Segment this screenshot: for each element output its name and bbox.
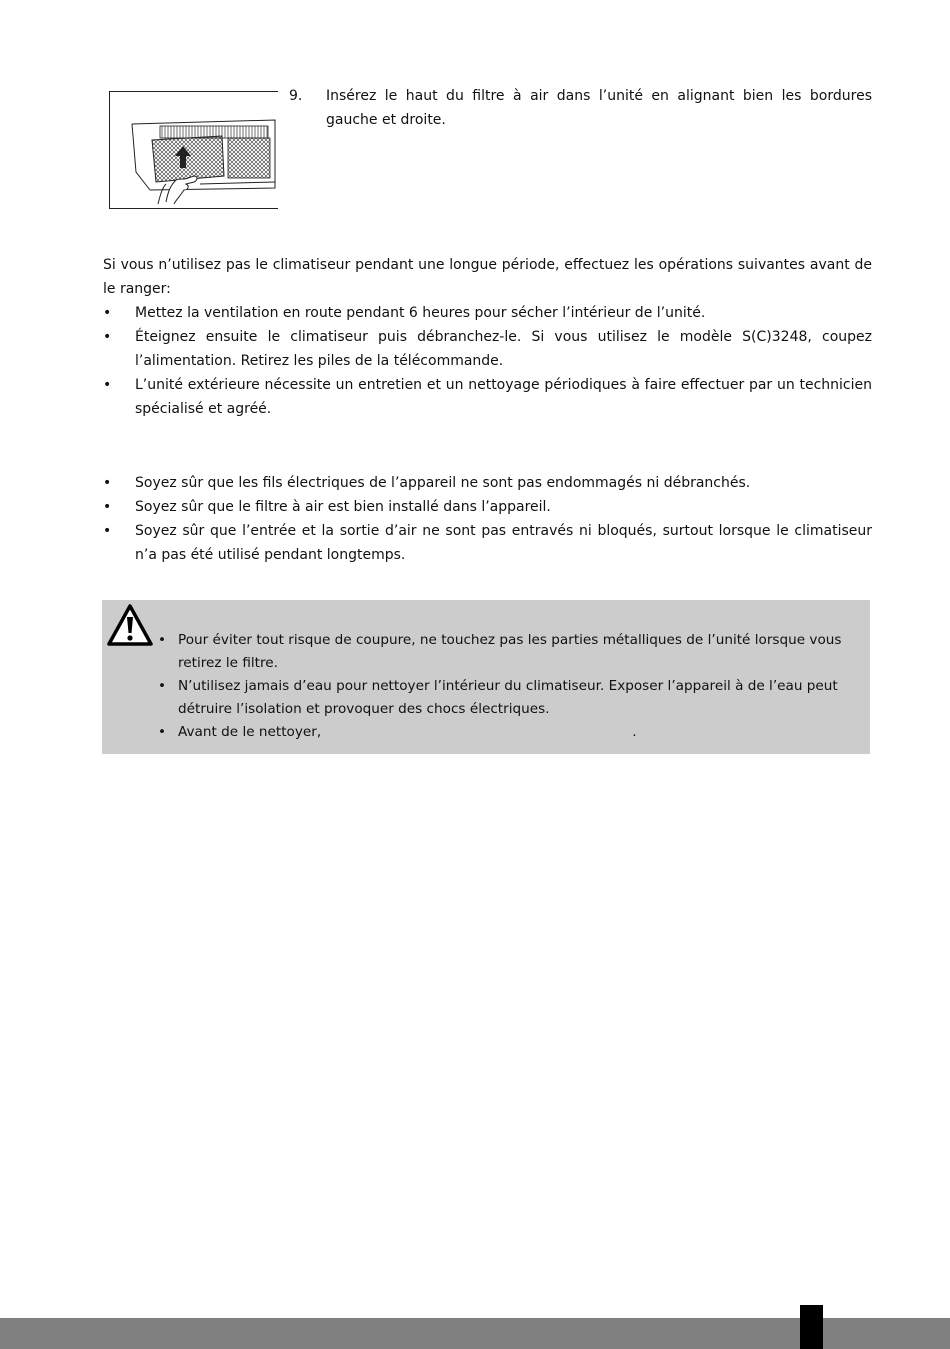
filter-illustration: [109, 91, 278, 209]
list-item: • Pour éviter tout risque de coupure, ne touchez pas les parties métalliques de l’unité lorsque vous retirez le filtre.: [158, 629, 848, 675]
bullet: •: [103, 377, 112, 393]
list-item: • L’unité extérieure nécessite un entretien et un nettoyage périodiques à faire effectuer par un technicien spécialisé et agréé.: [103, 373, 872, 421]
bullet: •: [103, 475, 112, 491]
warning-triangle-icon: [107, 603, 153, 647]
step-text: Insérez le haut du filtre à air dans l’unité en alignant bien les bordures gauche et droite.: [326, 88, 872, 128]
list-item: • Mettez la ventilation en route pendant 6 heures pour sécher l’intérieur de l’unité.: [103, 301, 872, 325]
storage-intro: Si vous n’utilisez pas le climatiseur pendant une longue période, effectuez les opérations suivantes avant de le ranger:: [103, 257, 872, 297]
bullet: •: [103, 499, 112, 515]
list-item: • Soyez sûr que l’entrée et la sortie d’air ne sont pas entravés ni bloqués, surtout lorsque le climatiseur n’a pas été utilisé pendant longtemps.: [103, 519, 872, 567]
list-item: • Avant de le nettoyer, .: [158, 721, 848, 744]
filter-insertion-drawing: [110, 92, 278, 208]
bullet: •: [158, 678, 167, 694]
bullet: •: [103, 305, 112, 321]
checks-list: [103, 471, 872, 567]
storage-list: [103, 301, 872, 421]
list-item: • Éteignez ensuite le climatiseur puis débranchez-le. Si vous utilisez le modèle S(C)3248, coupez l’alimentation. Retirez les piles de la télécommande.: [103, 325, 872, 373]
bullet: •: [103, 523, 112, 539]
list-item: • Soyez sûr que le filtre à air est bien installé dans l’appareil.: [103, 495, 872, 519]
bullet: •: [103, 329, 112, 345]
bullet: •: [158, 632, 167, 648]
warning-box: [102, 600, 870, 754]
list-item: • Soyez sûr que les fils électriques de l’appareil ne sont pas endommagés ni débranchés.: [103, 471, 872, 495]
list-item: • N’utilisez jamais d’eau pour nettoyer l’intérieur du climatiseur. Exposer l’appareil à de l’eau peut détruire l’isolation et provoquer des chocs électriques.: [158, 675, 848, 721]
step-number: 9.: [289, 88, 303, 104]
bullet: •: [158, 724, 167, 740]
page-tab-marker: [800, 1305, 823, 1349]
warning-list: [158, 629, 848, 744]
